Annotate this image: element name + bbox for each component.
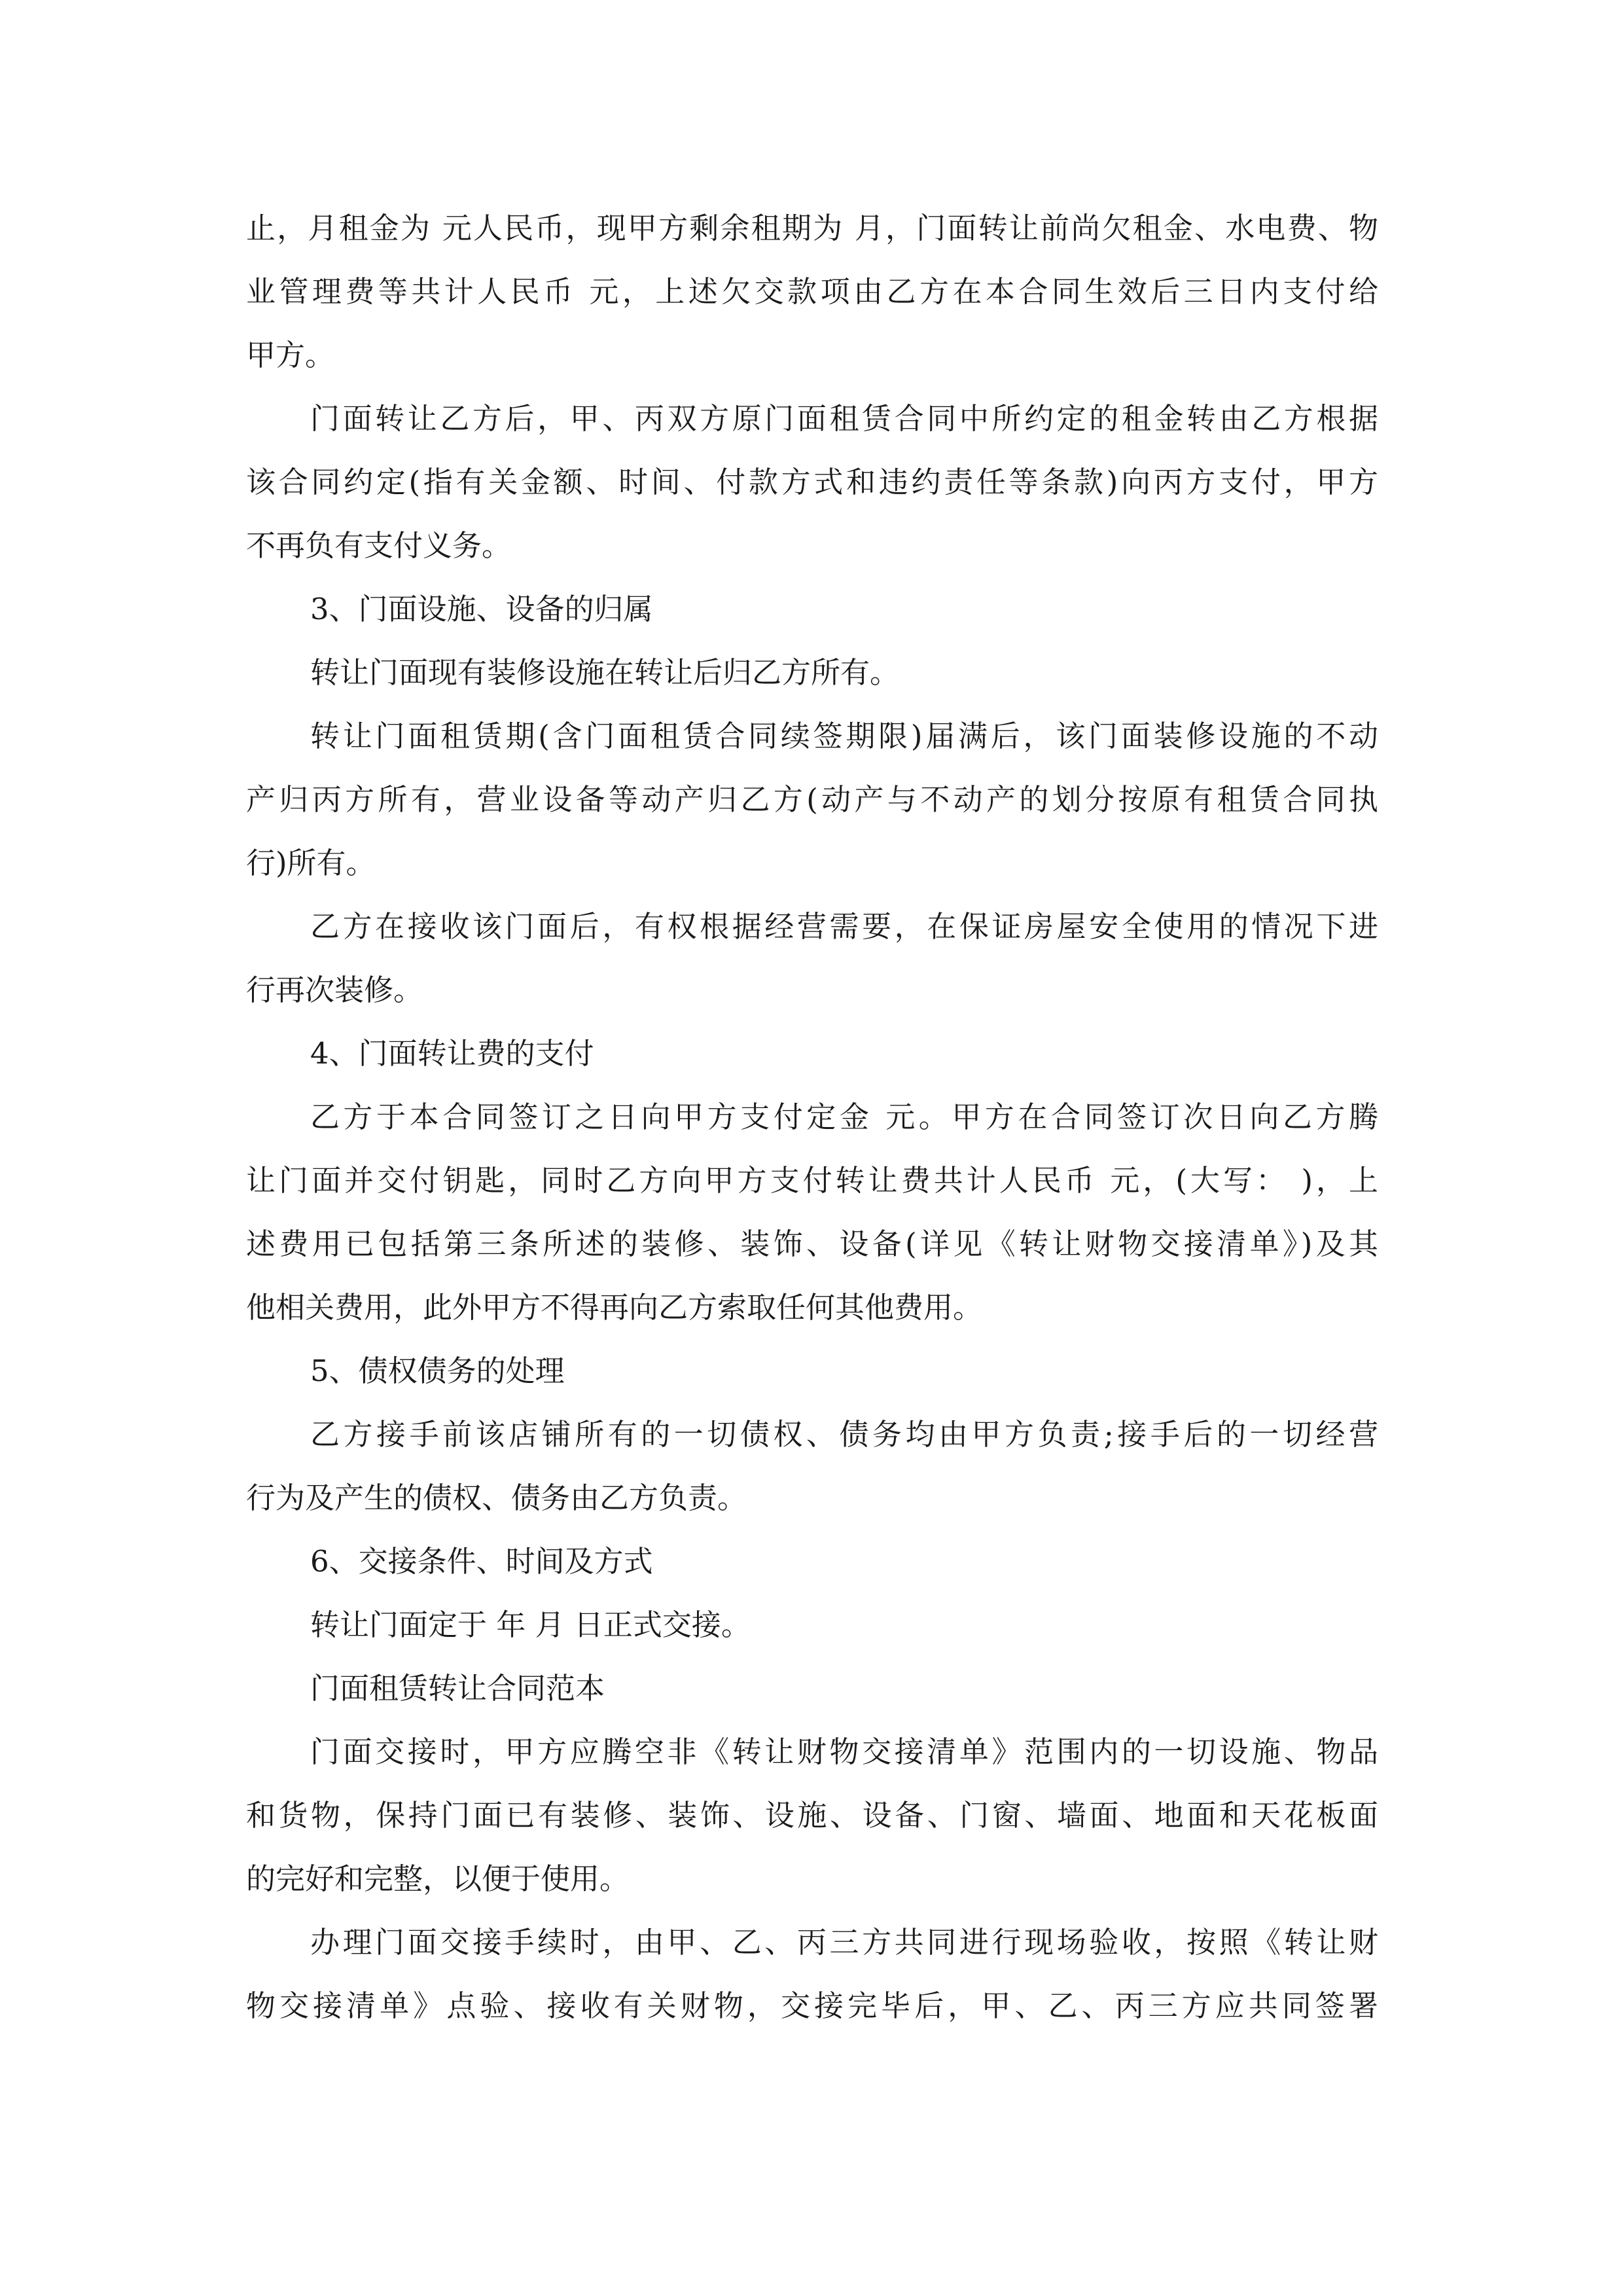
document-page [246,196,1378,2037]
paragraph-line: 述费用已包括第三条所述的装修、装饰、设备(详见《转让财物交接清单》)及其 [246,1227,1378,1261]
paragraph-line: 乙方于本合同签订之日向甲方支付定金 元。甲方在合同签订次日向乙方腾 [310,1100,1378,1134]
paragraph-line: 止，月租金为 元人民币，现甲方剩余租期为 月，门面转让前尚欠租金、水电费、物 [246,211,1378,245]
paragraph-line: 乙方在接收该门面后，有权根据经营需要，在保证房屋安全使用的情况下进 [310,909,1378,944]
paragraph-line: 办理门面交接手续时，由甲、乙、丙三方共同进行现场验收，按照《转让财 [310,1925,1378,1960]
paragraph-line: 转让门面现有装修设施在转让后归乙方所有。 [310,655,900,690]
section-heading: 3、门面设施、设备的归属 [310,592,653,626]
section-heading: 6、交接条件、时间及方式 [310,1544,653,1579]
paragraph-line: 行再次装修。 [246,973,423,1007]
paragraph-line: 甲方。 [246,338,335,372]
paragraph-line: 和货物，保持门面已有装修、装饰、设施、设备、门窗、墙面、地面和天花板面 [246,1798,1378,1833]
paragraph-line: 行为及产生的债权、债务由乙方负责。 [246,1480,747,1515]
paragraph-line: 门面转让乙方后，甲、丙双方原门面租赁合同中所约定的租金转由乙方根据 [310,401,1378,436]
paragraph-line: 他相关费用，此外甲方不得再向乙方索取任何其他费用。 [246,1290,983,1325]
paragraph-line: 产归丙方所有，营业设备等动产归乙方(动产与不动产的划分按原有租赁合同执 [246,782,1378,817]
paragraph-line: 转让门面租赁期(含门面租赁合同续签期限)届满后，该门面装修设施的不动 [310,719,1378,753]
document-title-line: 门面租赁转让合同范本 [310,1671,605,1706]
paragraph-line: 不再负有支付义务。 [246,528,512,563]
paragraph-line: 转让门面定于 年 月 日正式交接。 [310,1607,751,1642]
paragraph-line: 门面交接时，甲方应腾空非《转让财物交接清单》范围内的一切设施、物品 [310,1734,1378,1769]
paragraph-line: 让门面并交付钥匙，同时乙方向甲方支付转让费共计人民币 元，(大写： )，上 [246,1163,1378,1198]
paragraph-line: 业管理费等共计人民币 元，上述欠交款项由乙方在本合同生效后三日内支付给 [246,274,1378,309]
paragraph-line: 该合同约定(指有关金额、时间、付款方式和违约责任等条款)向丙方支付，甲方 [246,465,1378,499]
paragraph-line: 行)所有。 [246,846,376,880]
section-heading: 5、债权债务的处理 [310,1354,565,1388]
paragraph-line: 乙方接手前该店铺所有的一切债权、债务均由甲方负责;接手后的一切经营 [310,1417,1378,1452]
paragraph-line: 物交接清单》点验、接收有关财物，交接完毕后，甲、乙、丙三方应共同签署 [246,1988,1378,2023]
section-heading: 4、门面转让费的支付 [310,1036,594,1071]
paragraph-line: 的完好和完整，以便于使用。 [246,1861,630,1896]
